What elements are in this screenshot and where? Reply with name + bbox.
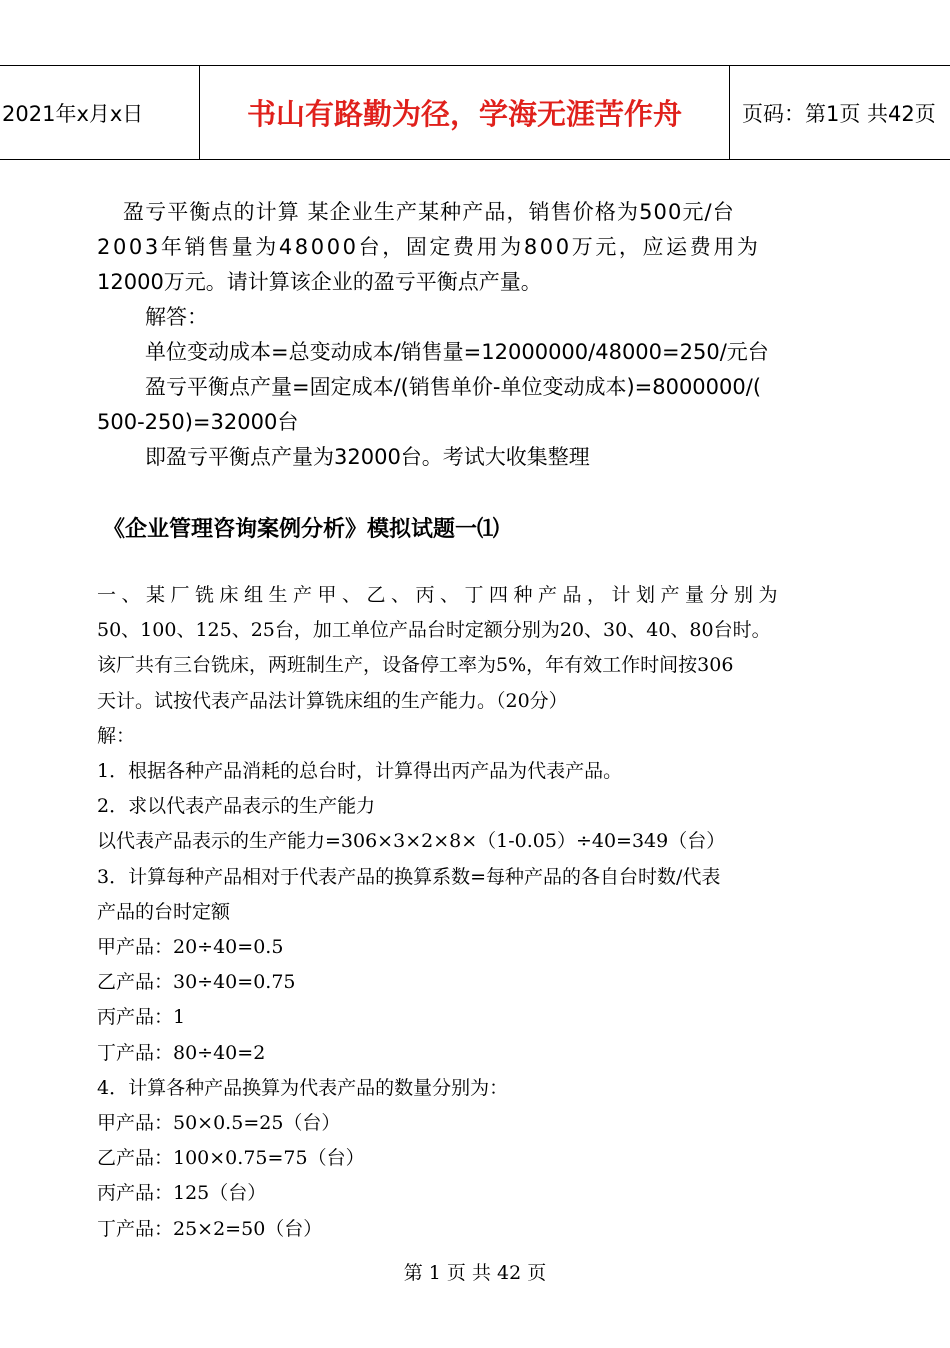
problem-line: 甲产品：20÷40=0.5 — [97, 936, 284, 959]
header-date: 2021年x月x日 — [2, 101, 144, 126]
problem-body — [97, 578, 857, 1247]
problem-line: 丁产品：25×2=50（台） — [97, 1217, 323, 1240]
intro-line: 单位变动成本=总变动成本/销售量=12000000/48000=250/元台 — [145, 340, 769, 364]
problem-line: 丁产品：80÷40=2 — [97, 1041, 266, 1064]
problem-line: 乙产品：30÷40=0.75 — [97, 971, 296, 994]
problem-line: 该厂共有三台铣床，两班制生产，设备停工率为5%，年有效工作时间按306 — [97, 654, 734, 677]
problem-line: 解： — [97, 724, 136, 747]
page-header — [0, 65, 950, 160]
section-title: 《企业管理咨询案例分析》模拟试题一⑴ — [103, 517, 500, 542]
header-motto: 书山有路勤为径，学海无涯苦作舟 — [199, 66, 730, 159]
problem-line: 4．计算各种产品换算为代表产品的数量分别为： — [97, 1076, 509, 1099]
problem-line: 以代表产品表示的生产能力=306×3×2×8×（1-0.05）÷40=349（台） — [97, 830, 726, 853]
problem-line: 天计。试按代表产品法计算铣床组的生产能力。（20分） — [97, 689, 568, 712]
problem-line: 丙产品：1 — [97, 1006, 186, 1029]
problem-line: 产品的台时定额 — [97, 900, 231, 923]
problem-line: 一、某厂铣床组生产甲、乙、丙、丁四种产品，计划产量分别为 — [97, 584, 784, 606]
problem-line: 3．计算每种产品相对于代表产品的换算系数=每种产品的各自台时数/代表 — [97, 865, 721, 888]
intro-line: 12000万元。请计算该企业的盈亏平衡点产量。 — [97, 270, 542, 294]
intro-problem — [97, 195, 857, 475]
problem-line: 2．求以代表产品表示的生产能力 — [97, 795, 376, 818]
problem-line: 乙产品：100×0.75=75（台） — [97, 1147, 365, 1170]
intro-line: 盈亏平衡点产量=固定成本/(销售单价-单位变动成本)=8000000/( — [145, 375, 762, 399]
problem-line: 50、100、125、25台，加工单位产品台时定额分别为20、30、40、80台时。 — [97, 619, 771, 642]
problem-line: 1．根据各种产品消耗的总台时，计算得出丙产品为代表产品。 — [97, 760, 623, 783]
intro-line: 即盈亏平衡点产量为32000台。考试大收集整理 — [145, 445, 590, 469]
header-page-info: 页码：第1页 共42页 — [742, 101, 936, 126]
problem-line: 甲产品：50×0.5=25（台） — [97, 1112, 341, 1135]
intro-line: 盈亏平衡点的计算 某企业生产某种产品，销售价格为500元/台 — [123, 200, 735, 224]
page-footer: 第 1 页 共 42 页 — [403, 1262, 547, 1284]
intro-line: 2003年销售量为48000台，固定费用为800万元，应运费用为 — [97, 235, 761, 259]
problem-line: 丙产品：125（台） — [97, 1182, 267, 1205]
intro-line: 500-250)=32000台 — [97, 410, 299, 434]
intro-line: 解答： — [145, 305, 208, 329]
